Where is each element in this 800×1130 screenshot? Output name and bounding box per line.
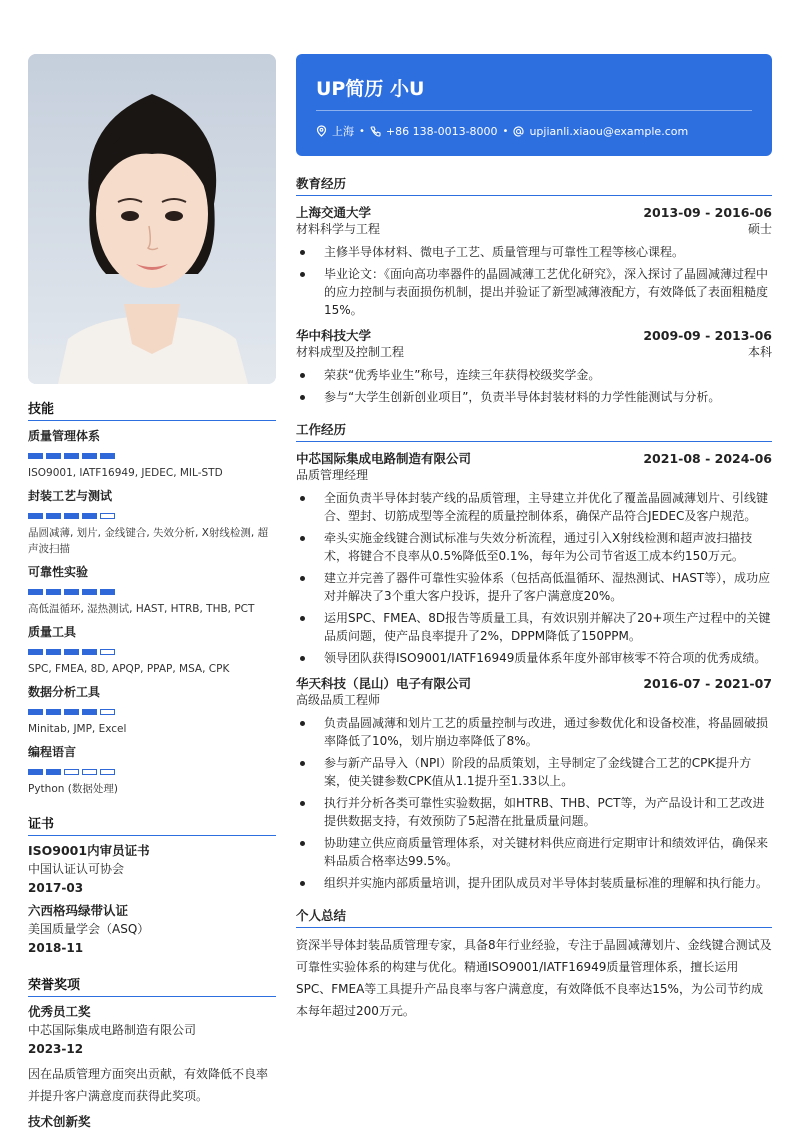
skill-level-segment xyxy=(28,649,43,655)
skill-level-segment xyxy=(46,453,61,459)
work-period: 2021-08 - 2024-06 xyxy=(643,451,772,466)
profile-photo xyxy=(28,54,276,384)
work-role: 品质管理经理 xyxy=(296,468,369,482)
skill-level-segment xyxy=(64,769,79,775)
at-icon xyxy=(513,126,524,137)
skill-level-segment xyxy=(28,513,43,519)
cert-name: 六西格玛绿带认证 xyxy=(28,903,129,918)
bullet-point: 执行并分析各类可靠性实验数据，如HTRB、THB、PCT等，为产品设计和工艺改进提供数据支持，有效预防了5起潜在批量质量问题。 xyxy=(296,794,772,830)
skill-level-bars xyxy=(28,649,276,655)
summary-text: 资深半导体封装品质管理专家，具备8年行业经验，专注于晶圆减薄划片、金线键合测试及可靠性实验体系的构建与优化。精通ISO9001/IATF16949质量管理体系，擅长运用SPC、FMEA等工具提升产品良率与客户满意度，有效降低不良率达15%，为公司节约成本每年超过200万元。 xyxy=(296,938,772,1018)
work-points xyxy=(296,489,772,667)
work-title: 工作经历 xyxy=(296,420,772,442)
company-name: 华天科技（昆山）电子有限公司 xyxy=(296,676,472,691)
skill-level-segment xyxy=(100,709,115,715)
skill-level-bars xyxy=(28,589,276,595)
bullet-point: 全面负责半导体封装产线的品质管理，主导建立并优化了覆盖晶圆减薄划片、引线键合、塑封、切筋成型等全流程的质量控制体系，确保产品符合JEDEC及客户规范。 xyxy=(296,489,772,525)
awards-list xyxy=(28,1003,276,1107)
skill-level-segment xyxy=(28,709,43,715)
education-title: 教育经历 xyxy=(296,174,772,196)
skill-level-bars xyxy=(28,769,276,775)
school-name: 华中科技大学 xyxy=(296,328,372,343)
cert-date: 2017-03 xyxy=(28,881,84,895)
skill-level-segment xyxy=(46,589,61,595)
education-points xyxy=(296,366,772,406)
skill-level-segment xyxy=(82,453,97,459)
work-entry-head xyxy=(296,450,772,467)
skill-level-segment xyxy=(64,453,79,459)
right-column xyxy=(296,54,772,1022)
bullet-point: 参与新产品导入（NPI）阶段的品质策划，主导制定了金线键合工艺的CPK提升方案，使关键参数CPK值从1.1提升至1.33以上。 xyxy=(296,754,772,790)
bullet-point: 建立并完善了器件可靠性实验体系（包括高低温循环、湿热测试、HAST等），成功应对并解决了3个重大客户投诉，提升了客户满意度20%。 xyxy=(296,569,772,605)
bullet-point: 主修半导体材料、微电子工艺、质量管理与可靠性工程等核心课程。 xyxy=(296,243,772,261)
skill-name: 编程语言 xyxy=(28,745,77,759)
skill-level-segment xyxy=(100,589,115,595)
work-entry-head xyxy=(296,675,772,692)
skill-name: 可靠性实验 xyxy=(28,565,89,579)
skill-level-bars xyxy=(28,513,276,519)
skill-level-bars xyxy=(28,453,276,459)
education-points xyxy=(296,243,772,319)
award-desc: 因在品质管理方面突出贡献，有效降低不良率并提升客户满意度而获得此奖项。 xyxy=(28,1067,269,1103)
award-name-next: 技术创新奖 xyxy=(28,1114,91,1129)
awards-title: 荣誉奖项 xyxy=(28,974,276,997)
cert-date: 2018-11 xyxy=(28,941,84,955)
education-list xyxy=(296,204,772,406)
school-name: 上海交通大学 xyxy=(296,205,372,220)
skill-desc: Minitab, JMP, Excel xyxy=(28,723,127,735)
skill-level-segment xyxy=(28,589,43,595)
skill-level-segment xyxy=(100,513,115,519)
bullet-point: 组织并实施内部质量培训，提升团队成员对半导体封装质量标准的理解和执行能力。 xyxy=(296,874,772,892)
skill-level-segment xyxy=(100,649,115,655)
bullet-point: 牵头实施金线键合测试标准与失效分析流程，通过引入X射线检测和超声波扫描技术，将键合不良率从0.5%降低至0.1%，每年为公司节省返工成本约150万元。 xyxy=(296,529,772,565)
skill-level-segment xyxy=(64,709,79,715)
skill-level-segment xyxy=(28,769,43,775)
contact-row xyxy=(316,123,752,139)
email-text[interactable]: upjianli.xiaou@example.com xyxy=(529,124,689,138)
bullet-point: 负责晶圆减薄和划片工艺的质量控制与改进，通过参数优化和设备校准，将晶圆破损率降低了10%，划片崩边率降低了8%。 xyxy=(296,714,772,750)
skill-desc: ISO9001, IATF16949, JEDEC, MIL-STD xyxy=(28,467,223,479)
header-card xyxy=(296,54,772,156)
education-entry-sub xyxy=(296,344,772,361)
work-role: 高级品质工程师 xyxy=(296,693,381,707)
skill-level-segment xyxy=(28,453,43,459)
skill-level-segment xyxy=(82,769,97,775)
company-name: 中芯国际集成电路制造有限公司 xyxy=(296,451,472,466)
work-entry-sub xyxy=(296,692,772,709)
education-entry-head xyxy=(296,327,772,344)
skills-list xyxy=(28,427,276,797)
summary-title: 个人总结 xyxy=(296,906,772,928)
skill-name: 质量管理体系 xyxy=(28,429,101,443)
skill-level-segment xyxy=(100,769,115,775)
cert-org: 美国质量学会（ASQ） xyxy=(28,922,150,936)
skill-desc: SPC, FMEA, 8D, APQP, PPAP, MSA, CPK xyxy=(28,663,230,675)
education-degree: 硕士 xyxy=(747,222,772,236)
skill-level-segment xyxy=(100,453,115,459)
work-points xyxy=(296,714,772,892)
award-org: 中芯国际集成电路制造有限公司 xyxy=(28,1023,197,1037)
bullet-point: 参与“大学生创新创业项目”，负责半导体封装材料的力学性能测试与分析。 xyxy=(296,388,772,406)
phone-text[interactable]: +86 138-0013-8000 xyxy=(385,124,498,138)
award-date: 2023-12 xyxy=(28,1042,84,1056)
skill-name: 数据分析工具 xyxy=(28,685,101,699)
education-entry-head xyxy=(296,204,772,221)
skill-level-segment xyxy=(46,709,61,715)
award-name: 优秀员工奖 xyxy=(28,1004,91,1019)
separator-dot: • xyxy=(502,125,509,137)
education-major: 材料成型及控制工程 xyxy=(296,345,405,359)
skill-desc: 晶圆减薄, 划片, 金线键合, 失效分析, X射线检测, 超声波扫描 xyxy=(28,527,269,555)
education-major: 材料科学与工程 xyxy=(296,222,381,236)
cert-name: ISO9001内审员证书 xyxy=(28,843,150,858)
work-period: 2016-07 - 2021-07 xyxy=(643,676,772,691)
name-title: UP简历 小U xyxy=(316,74,752,111)
bullet-point: 领导团队获得ISO9001/IATF16949质量体系年度外部审核零不符合项的优秀成绩。 xyxy=(296,649,772,667)
skill-level-segment xyxy=(64,649,79,655)
skill-name: 质量工具 xyxy=(28,625,77,639)
skills-title: 技能 xyxy=(28,398,276,421)
bullet-point: 运用SPC、FMEA、8D报告等质量工具，有效识别并解决了20+项生产过程中的关键品质问题，使产品良率提升了2%，DPPM降低了150PPM。 xyxy=(296,609,772,645)
skill-level-segment xyxy=(82,589,97,595)
work-list xyxy=(296,450,772,892)
education-period: 2009-09 - 2013-06 xyxy=(643,328,772,343)
work-entry-sub xyxy=(296,467,772,484)
separator-dot: • xyxy=(359,125,365,137)
skill-desc: 高低温循环, 湿热测试, HAST, HTRB, THB, PCT xyxy=(28,603,255,615)
phone-icon xyxy=(370,126,381,137)
location-text: 上海 xyxy=(332,125,354,138)
skill-level-segment xyxy=(82,709,97,715)
skill-level-bars xyxy=(28,709,276,715)
certs-title: 证书 xyxy=(28,813,276,836)
left-column xyxy=(28,54,276,1130)
skill-level-segment xyxy=(82,513,97,519)
skill-level-segment xyxy=(46,649,61,655)
skill-level-segment xyxy=(46,769,61,775)
bullet-point: 毕业论文：《面向高功率器件的晶圆减薄工艺优化研究》，深入探讨了晶圆减薄过程中的应力控制与表面损伤机制，提出并验证了新型减薄液配方，有效降低了表面粗糙度15%。 xyxy=(296,265,772,319)
skill-desc: Python (数据处理) xyxy=(28,783,118,795)
skill-name: 封装工艺与测试 xyxy=(28,489,113,503)
education-period: 2013-09 - 2016-06 xyxy=(643,205,772,220)
skill-level-segment xyxy=(64,513,79,519)
education-entry-sub xyxy=(296,221,772,238)
bullet-point: 荣获“优秀毕业生”称号，连续三年获得校级奖学金。 xyxy=(296,366,772,384)
location-pin-icon xyxy=(316,125,327,137)
education-degree: 本科 xyxy=(747,345,772,359)
bullet-point: 协助建立供应商质量管理体系，对关键材料供应商进行定期审计和绩效评估，确保来料品质合格率达99.5%。 xyxy=(296,834,772,870)
cert-org: 中国认证认可协会 xyxy=(28,862,125,876)
skill-level-segment xyxy=(82,649,97,655)
skill-level-segment xyxy=(46,513,61,519)
skill-level-segment xyxy=(64,589,79,595)
certs-list xyxy=(28,842,276,958)
